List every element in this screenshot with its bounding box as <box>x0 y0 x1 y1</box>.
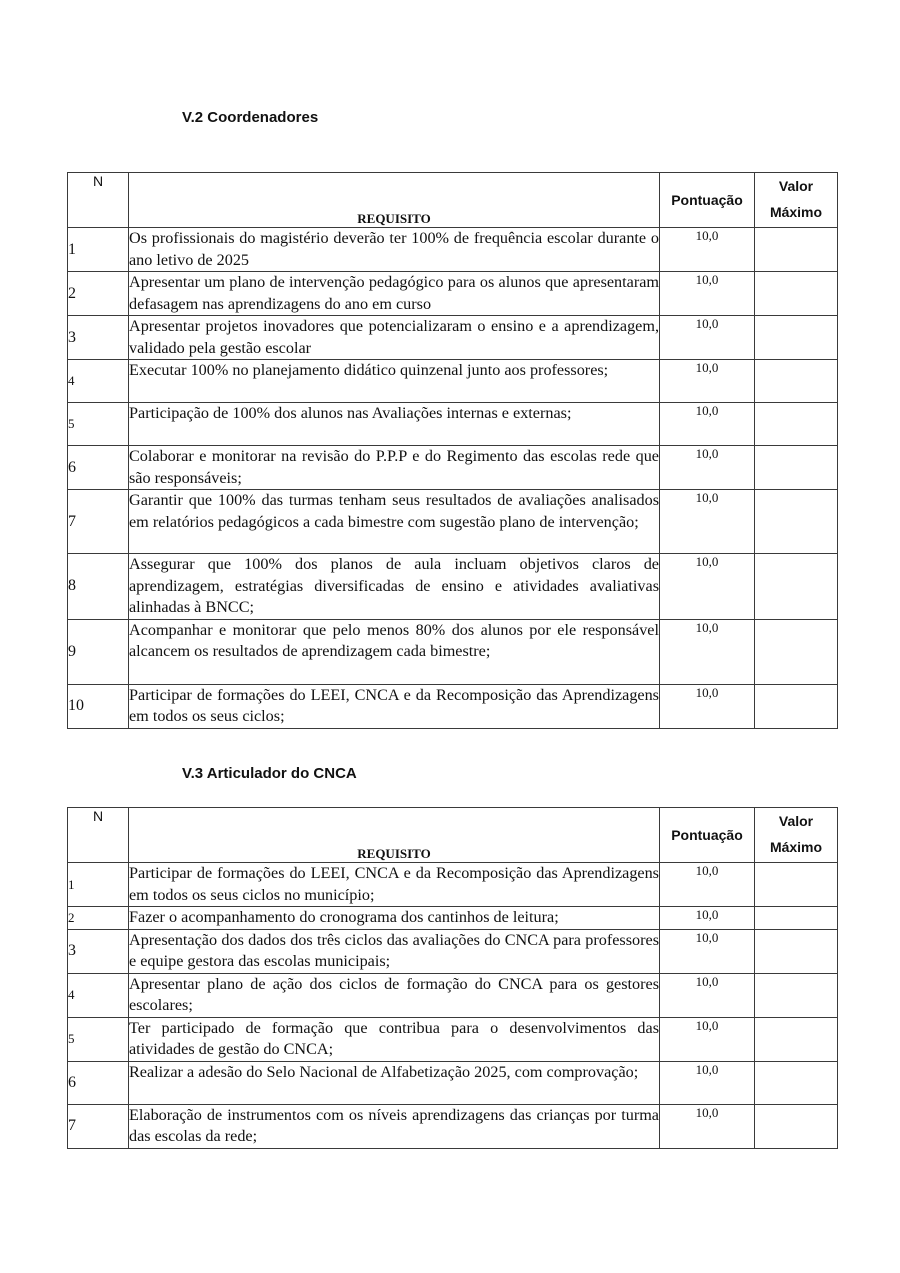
row-number: 7 <box>68 1104 129 1148</box>
table-row <box>68 490 838 554</box>
table-header-row <box>68 173 838 228</box>
row-requisito: Garantir que 100% das turmas tenham seus resultados de avaliações analisados em relatórios pedagógicos a cada bimestre com sugestão plano de intervenção; <box>129 490 660 554</box>
row-number: 10 <box>68 684 129 728</box>
row-requisito: Realizar a adesão do Selo Nacional de Alfabetização 2025, com comprovação; <box>129 1061 660 1104</box>
row-valor-maximo[interactable] <box>755 929 838 973</box>
table-row <box>68 684 838 728</box>
row-valor-maximo[interactable] <box>755 272 838 316</box>
table-row <box>68 1017 838 1061</box>
row-pontuacao: 10,0 <box>660 228 755 272</box>
row-requisito: Fazer o acompanhamento do cronograma dos cantinhos de leitura; <box>129 907 660 930</box>
row-number: 5 <box>68 1017 129 1061</box>
row-pontuacao: 10,0 <box>660 316 755 360</box>
header-n: N <box>68 173 129 228</box>
row-number: 6 <box>68 446 129 490</box>
row-valor-maximo[interactable] <box>755 1017 838 1061</box>
row-requisito: Ter participado de formação que contribua para o desenvolvimentos das atividades de gestão do CNCA; <box>129 1017 660 1061</box>
table-row <box>68 929 838 973</box>
row-number: 8 <box>68 554 129 620</box>
row-pontuacao: 10,0 <box>660 1104 755 1148</box>
row-valor-maximo[interactable] <box>755 907 838 930</box>
row-requisito: Elaboração de instrumentos com os níveis aprendizagens das crianças por turma das escolas da rede; <box>129 1104 660 1148</box>
table-row <box>68 403 838 446</box>
row-number: 2 <box>68 907 129 930</box>
row-requisito: Os profissionais do magistério deverão ter 100% de frequência escolar durante o ano letivo de 2025 <box>129 228 660 272</box>
table-row <box>68 973 838 1017</box>
row-number: 9 <box>68 619 129 684</box>
row-number: 4 <box>68 973 129 1017</box>
table-row <box>68 1104 838 1148</box>
row-pontuacao: 10,0 <box>660 554 755 620</box>
table-row <box>68 316 838 360</box>
articulador-cnca-table <box>67 807 838 1149</box>
row-pontuacao: 10,0 <box>660 973 755 1017</box>
header-pontuacao: Pontuação <box>660 173 755 228</box>
section-title-coordenadores: V.2 Coordenadores <box>182 109 319 126</box>
table-row <box>68 863 838 907</box>
table-row <box>68 228 838 272</box>
row-pontuacao: 10,0 <box>660 907 755 930</box>
header-pontuacao: Pontuação <box>660 808 755 863</box>
row-valor-maximo[interactable] <box>755 619 838 684</box>
header-requisito: REQUISITO <box>129 173 660 228</box>
row-number: 7 <box>68 490 129 554</box>
row-requisito: Assegurar que 100% dos planos de aula incluam objetivos claros de aprendizagem, estratégias diversificadas de ensino e atividades avaliativas alinhadas à BNCC; <box>129 554 660 620</box>
row-valor-maximo[interactable] <box>755 684 838 728</box>
table-row <box>68 1061 838 1104</box>
row-valor-maximo[interactable] <box>755 973 838 1017</box>
row-valor-maximo[interactable] <box>755 316 838 360</box>
row-valor-maximo[interactable] <box>755 863 838 907</box>
row-requisito: Participar de formações do LEEI, CNCA e da Recomposição das Aprendizagens em todos os seus ciclos; <box>129 684 660 728</box>
row-number: 5 <box>68 403 129 446</box>
row-pontuacao: 10,0 <box>660 490 755 554</box>
row-pontuacao: 10,0 <box>660 403 755 446</box>
header-valor-maximo: Valor Máximo <box>755 173 838 228</box>
row-requisito: Apresentação dos dados dos três ciclos das avaliações do CNCA para professores e equipe gestora das escolas municipais; <box>129 929 660 973</box>
row-requisito: Acompanhar e monitorar que pelo menos 80% dos alunos por ele responsável alcancem os resultados de aprendizagem cada bimestre; <box>129 619 660 684</box>
row-pontuacao: 10,0 <box>660 1017 755 1061</box>
row-number: 6 <box>68 1061 129 1104</box>
table-row <box>68 446 838 490</box>
row-requisito: Participação de 100% dos alunos nas Avaliações internas e externas; <box>129 403 660 446</box>
coordenadores-table <box>67 172 838 729</box>
row-requisito: Apresentar um plano de intervenção pedagógico para os alunos que apresentaram defasagem nas aprendizagens do ano em curso <box>129 272 660 316</box>
row-pontuacao: 10,0 <box>660 1061 755 1104</box>
row-number: 1 <box>68 228 129 272</box>
row-number: 3 <box>68 316 129 360</box>
table-row <box>68 272 838 316</box>
row-number: 4 <box>68 360 129 403</box>
row-valor-maximo[interactable] <box>755 1104 838 1148</box>
row-requisito: Participar de formações do LEEI, CNCA e da Recomposição das Aprendizagens em todos os seus ciclos no município; <box>129 863 660 907</box>
row-requisito: Apresentar projetos inovadores que potencializaram o ensino e a aprendizagem, validado pela gestão escolar <box>129 316 660 360</box>
row-pontuacao: 10,0 <box>660 863 755 907</box>
table-row <box>68 360 838 403</box>
row-pontuacao: 10,0 <box>660 619 755 684</box>
row-requisito: Apresentar plano de ação dos ciclos de formação do CNCA para os gestores escolares; <box>129 973 660 1017</box>
row-valor-maximo[interactable] <box>755 1061 838 1104</box>
row-requisito: Executar 100% no planejamento didático quinzenal junto aos professores; <box>129 360 660 403</box>
row-pontuacao: 10,0 <box>660 684 755 728</box>
row-number: 3 <box>68 929 129 973</box>
row-pontuacao: 10,0 <box>660 446 755 490</box>
table-row <box>68 554 838 620</box>
row-number: 1 <box>68 863 129 907</box>
row-pontuacao: 10,0 <box>660 360 755 403</box>
row-valor-maximo[interactable] <box>755 446 838 490</box>
header-valor-maximo: Valor Máximo <box>755 808 838 863</box>
header-requisito: REQUISITO <box>129 808 660 863</box>
table-row <box>68 907 838 930</box>
header-n: N <box>68 808 129 863</box>
row-valor-maximo[interactable] <box>755 490 838 554</box>
row-pontuacao: 10,0 <box>660 929 755 973</box>
row-valor-maximo[interactable] <box>755 360 838 403</box>
row-number: 2 <box>68 272 129 316</box>
row-valor-maximo[interactable] <box>755 554 838 620</box>
section-title-articulador-cnca: V.3 Articulador do CNCA <box>182 765 357 782</box>
table-row <box>68 619 838 684</box>
row-valor-maximo[interactable] <box>755 403 838 446</box>
row-valor-maximo[interactable] <box>755 228 838 272</box>
row-pontuacao: 10,0 <box>660 272 755 316</box>
table-header-row <box>68 808 838 863</box>
row-requisito: Colaborar e monitorar na revisão do P.P.P e do Regimento das escolas rede que são responsáveis; <box>129 446 660 490</box>
